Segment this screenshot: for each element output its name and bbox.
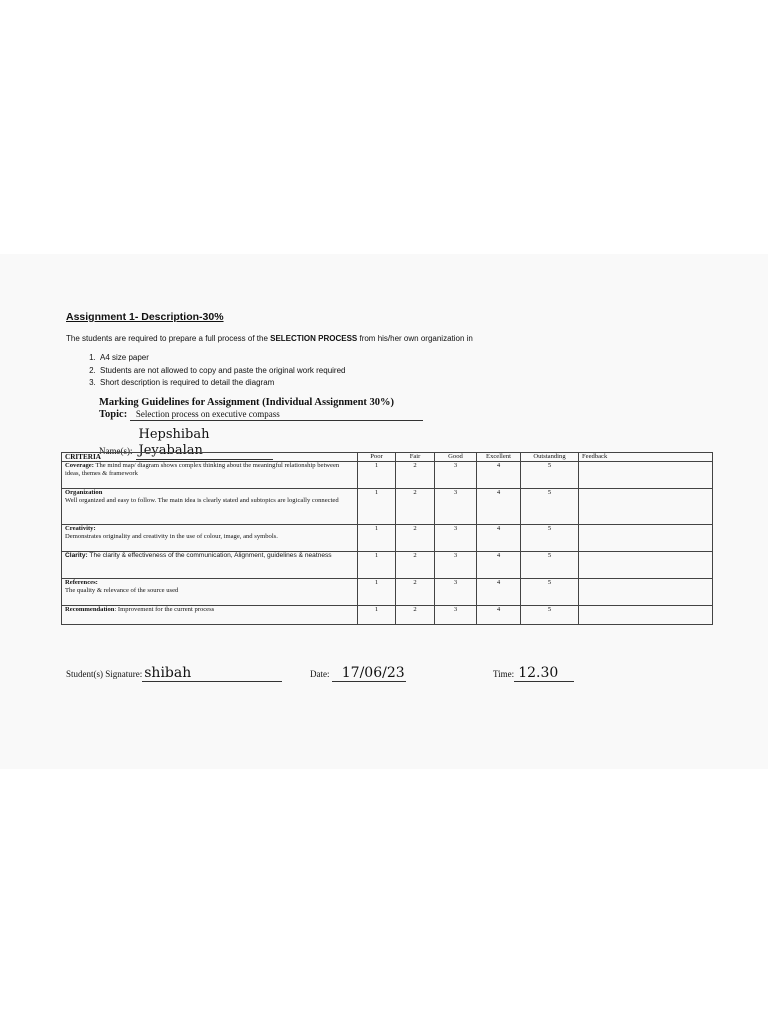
score-excellent: 4 xyxy=(477,462,521,489)
header-criteria: CRITERIA xyxy=(62,453,358,462)
header-feedback: Feedback xyxy=(579,453,713,462)
topic-value: Selection process on executive compass xyxy=(130,409,423,421)
intro-text-bold: SELECTION PROCESS xyxy=(270,334,358,343)
criteria-cell xyxy=(62,579,358,606)
time-value: 12.30 xyxy=(514,665,574,682)
score-outstanding: 5 xyxy=(521,579,579,606)
criteria-title: Clarity: xyxy=(65,552,88,560)
score-fair: 2 xyxy=(396,462,435,489)
score-excellent: 4 xyxy=(477,606,521,625)
score-outstanding: 5 xyxy=(521,552,579,579)
criteria-title: Organization xyxy=(65,489,103,497)
score-outstanding: 5 xyxy=(521,525,579,552)
feedback-cell xyxy=(579,606,713,625)
intro-text-end: from his/her own organization in xyxy=(357,334,473,343)
marking-guidelines-title: Marking Guidelines for Assignment (Individual Assignment 30%) xyxy=(99,397,395,408)
score-outstanding: 5 xyxy=(521,462,579,489)
names-label: Name(s): xyxy=(99,446,133,456)
criteria-desc: The clarity & effectiveness of the communication, Alignment, guidelines & neatness xyxy=(87,552,332,560)
score-fair: 2 xyxy=(396,552,435,579)
rubric-table xyxy=(61,452,713,625)
score-fair: 2 xyxy=(396,489,435,525)
score-good: 3 xyxy=(435,462,477,489)
assignment-title: Assignment 1- Description-30% xyxy=(66,311,224,323)
criteria-title: Creativity: xyxy=(65,525,96,533)
criteria-desc: Demonstrates originality and creativity in the use of colour, image, and symbols. xyxy=(65,533,278,541)
requirements-list xyxy=(66,352,345,390)
score-good: 3 xyxy=(435,579,477,606)
criteria-desc: : Improvement for the current process xyxy=(114,606,215,614)
score-poor: 1 xyxy=(358,579,396,606)
rubric-row-creativity xyxy=(62,525,713,552)
feedback-cell xyxy=(579,462,713,489)
criteria-title: References: xyxy=(65,579,98,587)
score-excellent: 4 xyxy=(477,525,521,552)
criteria-cell xyxy=(62,462,358,489)
criteria-desc: Well organized and easy to follow. The main idea is clearly stated and subtopics are logically connected xyxy=(65,497,339,505)
rubric-row-references xyxy=(62,579,713,606)
score-fair: 2 xyxy=(396,525,435,552)
score-poor: 1 xyxy=(358,606,396,625)
score-fair: 2 xyxy=(396,606,435,625)
feedback-cell xyxy=(579,552,713,579)
rubric-row-organization xyxy=(62,489,713,525)
signature-label: Student(s) Signature: xyxy=(66,669,143,679)
header-excellent: Excellent xyxy=(477,453,521,462)
score-poor: 1 xyxy=(358,552,396,579)
header-fair: Fair xyxy=(396,453,435,462)
score-excellent: 4 xyxy=(477,552,521,579)
criteria-desc: The quality & relevance of the source used xyxy=(65,587,179,595)
assignment-intro xyxy=(66,334,473,343)
rubric-header-row xyxy=(62,453,713,462)
topic-line xyxy=(99,409,423,421)
criteria-title: Recommendation xyxy=(65,606,115,614)
time-label: Time: xyxy=(493,669,515,679)
signature-value: shibah xyxy=(142,665,282,682)
time-field xyxy=(493,665,574,682)
score-outstanding: 5 xyxy=(521,489,579,525)
score-excellent: 4 xyxy=(477,489,521,525)
feedback-cell xyxy=(579,489,713,525)
date-value: 17/06/23 xyxy=(332,665,406,682)
score-fair: 2 xyxy=(396,579,435,606)
names-value: Hepshibah Jeyabalan xyxy=(136,427,273,460)
criteria-desc: The mind map/ diagram shows complex thinking about the meaningful relationship between ideas, themes & framework xyxy=(65,462,340,478)
criteria-cell xyxy=(62,552,358,579)
header-good: Good xyxy=(435,453,477,462)
criteria-cell xyxy=(62,489,358,525)
score-good: 3 xyxy=(435,552,477,579)
score-good: 3 xyxy=(435,606,477,625)
score-good: 3 xyxy=(435,489,477,525)
intro-text-start: The students are required to prepare a full process of the xyxy=(66,334,271,343)
rubric-row-recommendation xyxy=(62,606,713,625)
date-label: Date: xyxy=(310,669,330,679)
rubric-row-clarity xyxy=(62,552,713,579)
requirement-item: 1. A4 size paper xyxy=(98,352,345,365)
score-outstanding: 5 xyxy=(521,606,579,625)
header-poor: Poor xyxy=(358,453,396,462)
criteria-cell xyxy=(62,525,358,552)
requirement-item: 3. Short description is required to detail the diagram xyxy=(98,377,345,390)
score-poor: 1 xyxy=(358,462,396,489)
score-excellent: 4 xyxy=(477,579,521,606)
feedback-cell xyxy=(579,579,713,606)
date-field xyxy=(310,665,406,682)
score-good: 3 xyxy=(435,525,477,552)
signature-field xyxy=(66,665,282,682)
requirement-item: 2. Students are not allowed to copy and paste the original work required xyxy=(98,365,345,378)
header-outstanding: Outstanding xyxy=(521,453,579,462)
criteria-title: Coverage: xyxy=(65,462,94,470)
score-poor: 1 xyxy=(358,525,396,552)
topic-label: Topic: xyxy=(99,409,128,420)
feedback-cell xyxy=(579,525,713,552)
rubric-row-coverage xyxy=(62,462,713,489)
criteria-cell xyxy=(62,606,358,625)
score-poor: 1 xyxy=(358,489,396,525)
